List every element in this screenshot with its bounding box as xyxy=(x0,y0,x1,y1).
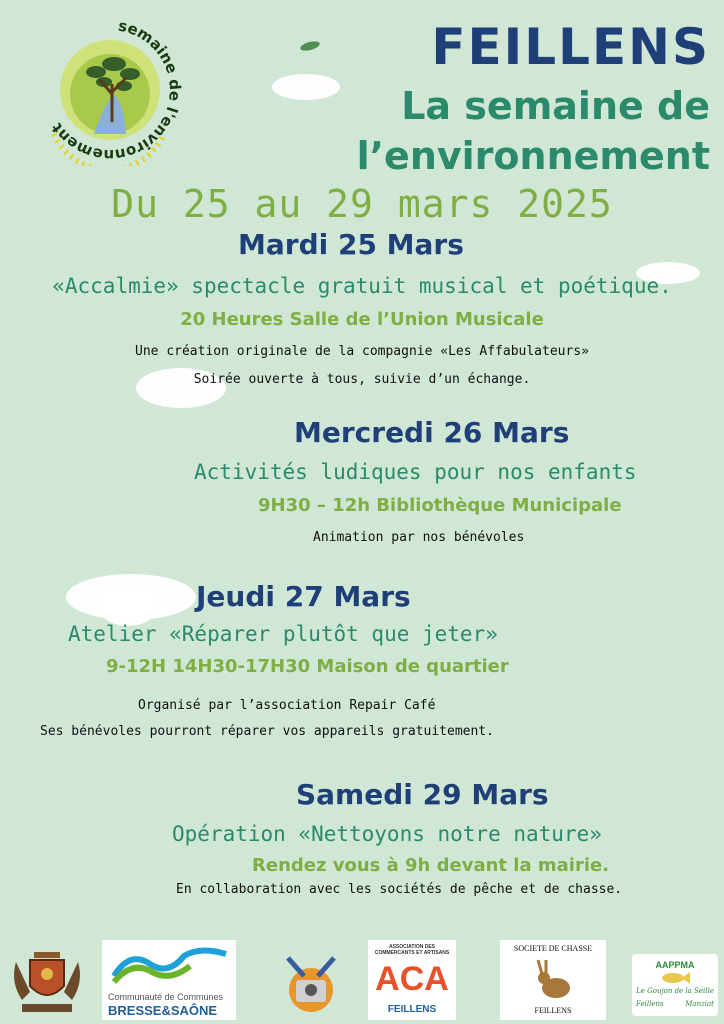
aca-main-text: ACA xyxy=(375,960,449,998)
event-time-place: 9H30 – 12h Bibliothèque Municipale xyxy=(258,495,622,516)
page-title-line2: l’environnement xyxy=(356,134,710,178)
chasse-top-text: SOCIETE DE CHASSE xyxy=(513,944,593,953)
repair-cafe-logo xyxy=(276,950,346,1018)
event-note: Une création originale de la compagnie «Les Affabulateurs» xyxy=(135,344,589,359)
hare-icon xyxy=(530,958,576,1002)
event-note: En collaboration avec les sociétés de pêche et de chasse. xyxy=(176,882,623,897)
aca-bottom-text: FEILLENS xyxy=(387,1004,437,1015)
aappma-mid-text: Le Goujon de la Seille xyxy=(636,987,714,995)
event-time-place: Rendez vous à 9h devant la mairie. xyxy=(252,855,610,876)
event-time-place: 20 Heures Salle de l’Union Musicale xyxy=(180,309,544,330)
event-day: Mardi 25 Mars xyxy=(238,228,464,261)
chasse-bottom-text: FEILLENS xyxy=(534,1006,572,1015)
event-day: Mercredi 26 Mars xyxy=(294,416,570,449)
page-title-line1: La semaine de xyxy=(401,84,710,128)
aappma-logo xyxy=(632,954,718,1016)
environment-week-logo xyxy=(34,14,186,166)
event-note: Organisé par l’association Repair Café xyxy=(138,698,436,713)
event-title: Atelier «Réparer plutôt que jeter» xyxy=(68,622,498,646)
event-note: Animation par nos bénévoles xyxy=(313,530,525,545)
svg-text:semaine de l'environnement: semaine de l'environnement xyxy=(47,16,185,165)
cloud-decoration xyxy=(98,586,158,626)
bresse-saone-logo xyxy=(102,940,236,1020)
aappma-top-text: AAPPMA xyxy=(655,960,695,970)
aca-top-text: ASSOCIATION DES COMMERCANTS ET ARTISANS xyxy=(374,944,450,956)
aappma-left-text: Feillens xyxy=(636,1000,664,1008)
aca-logo xyxy=(368,940,456,1020)
date-range: Du 25 au 29 mars 2025 xyxy=(111,182,613,226)
event-note: Soirée ouverte à tous, suivie d’un échange. xyxy=(193,372,531,387)
event-note: Ses bénévoles pourront réparer vos appareils gratuitement. xyxy=(40,724,494,739)
event-title: Activités ludiques pour nos enfants xyxy=(194,460,637,484)
event-time-place: 9-12H 14H30-17H30 Maison de quartier xyxy=(106,656,509,677)
aappma-right-text: Manziat xyxy=(685,1000,714,1008)
leaf-icon xyxy=(299,40,320,53)
cc-line2: BRESSE&SAÔNE xyxy=(108,1003,218,1018)
town-title: FEILLENS xyxy=(431,18,710,76)
chasse-logo xyxy=(500,940,606,1020)
event-title: «Accalmie» spectacle gratuit musical et poétique. xyxy=(52,274,672,298)
cc-line1: Communauté de Communes xyxy=(108,992,224,1002)
fish-icon xyxy=(660,971,690,985)
event-day: Jeudi 27 Mars xyxy=(196,580,411,613)
event-day: Samedi 29 Mars xyxy=(296,778,549,811)
event-title: Opération «Nettoyons notre nature» xyxy=(172,822,602,846)
coat-of-arms-logo xyxy=(8,942,86,1018)
